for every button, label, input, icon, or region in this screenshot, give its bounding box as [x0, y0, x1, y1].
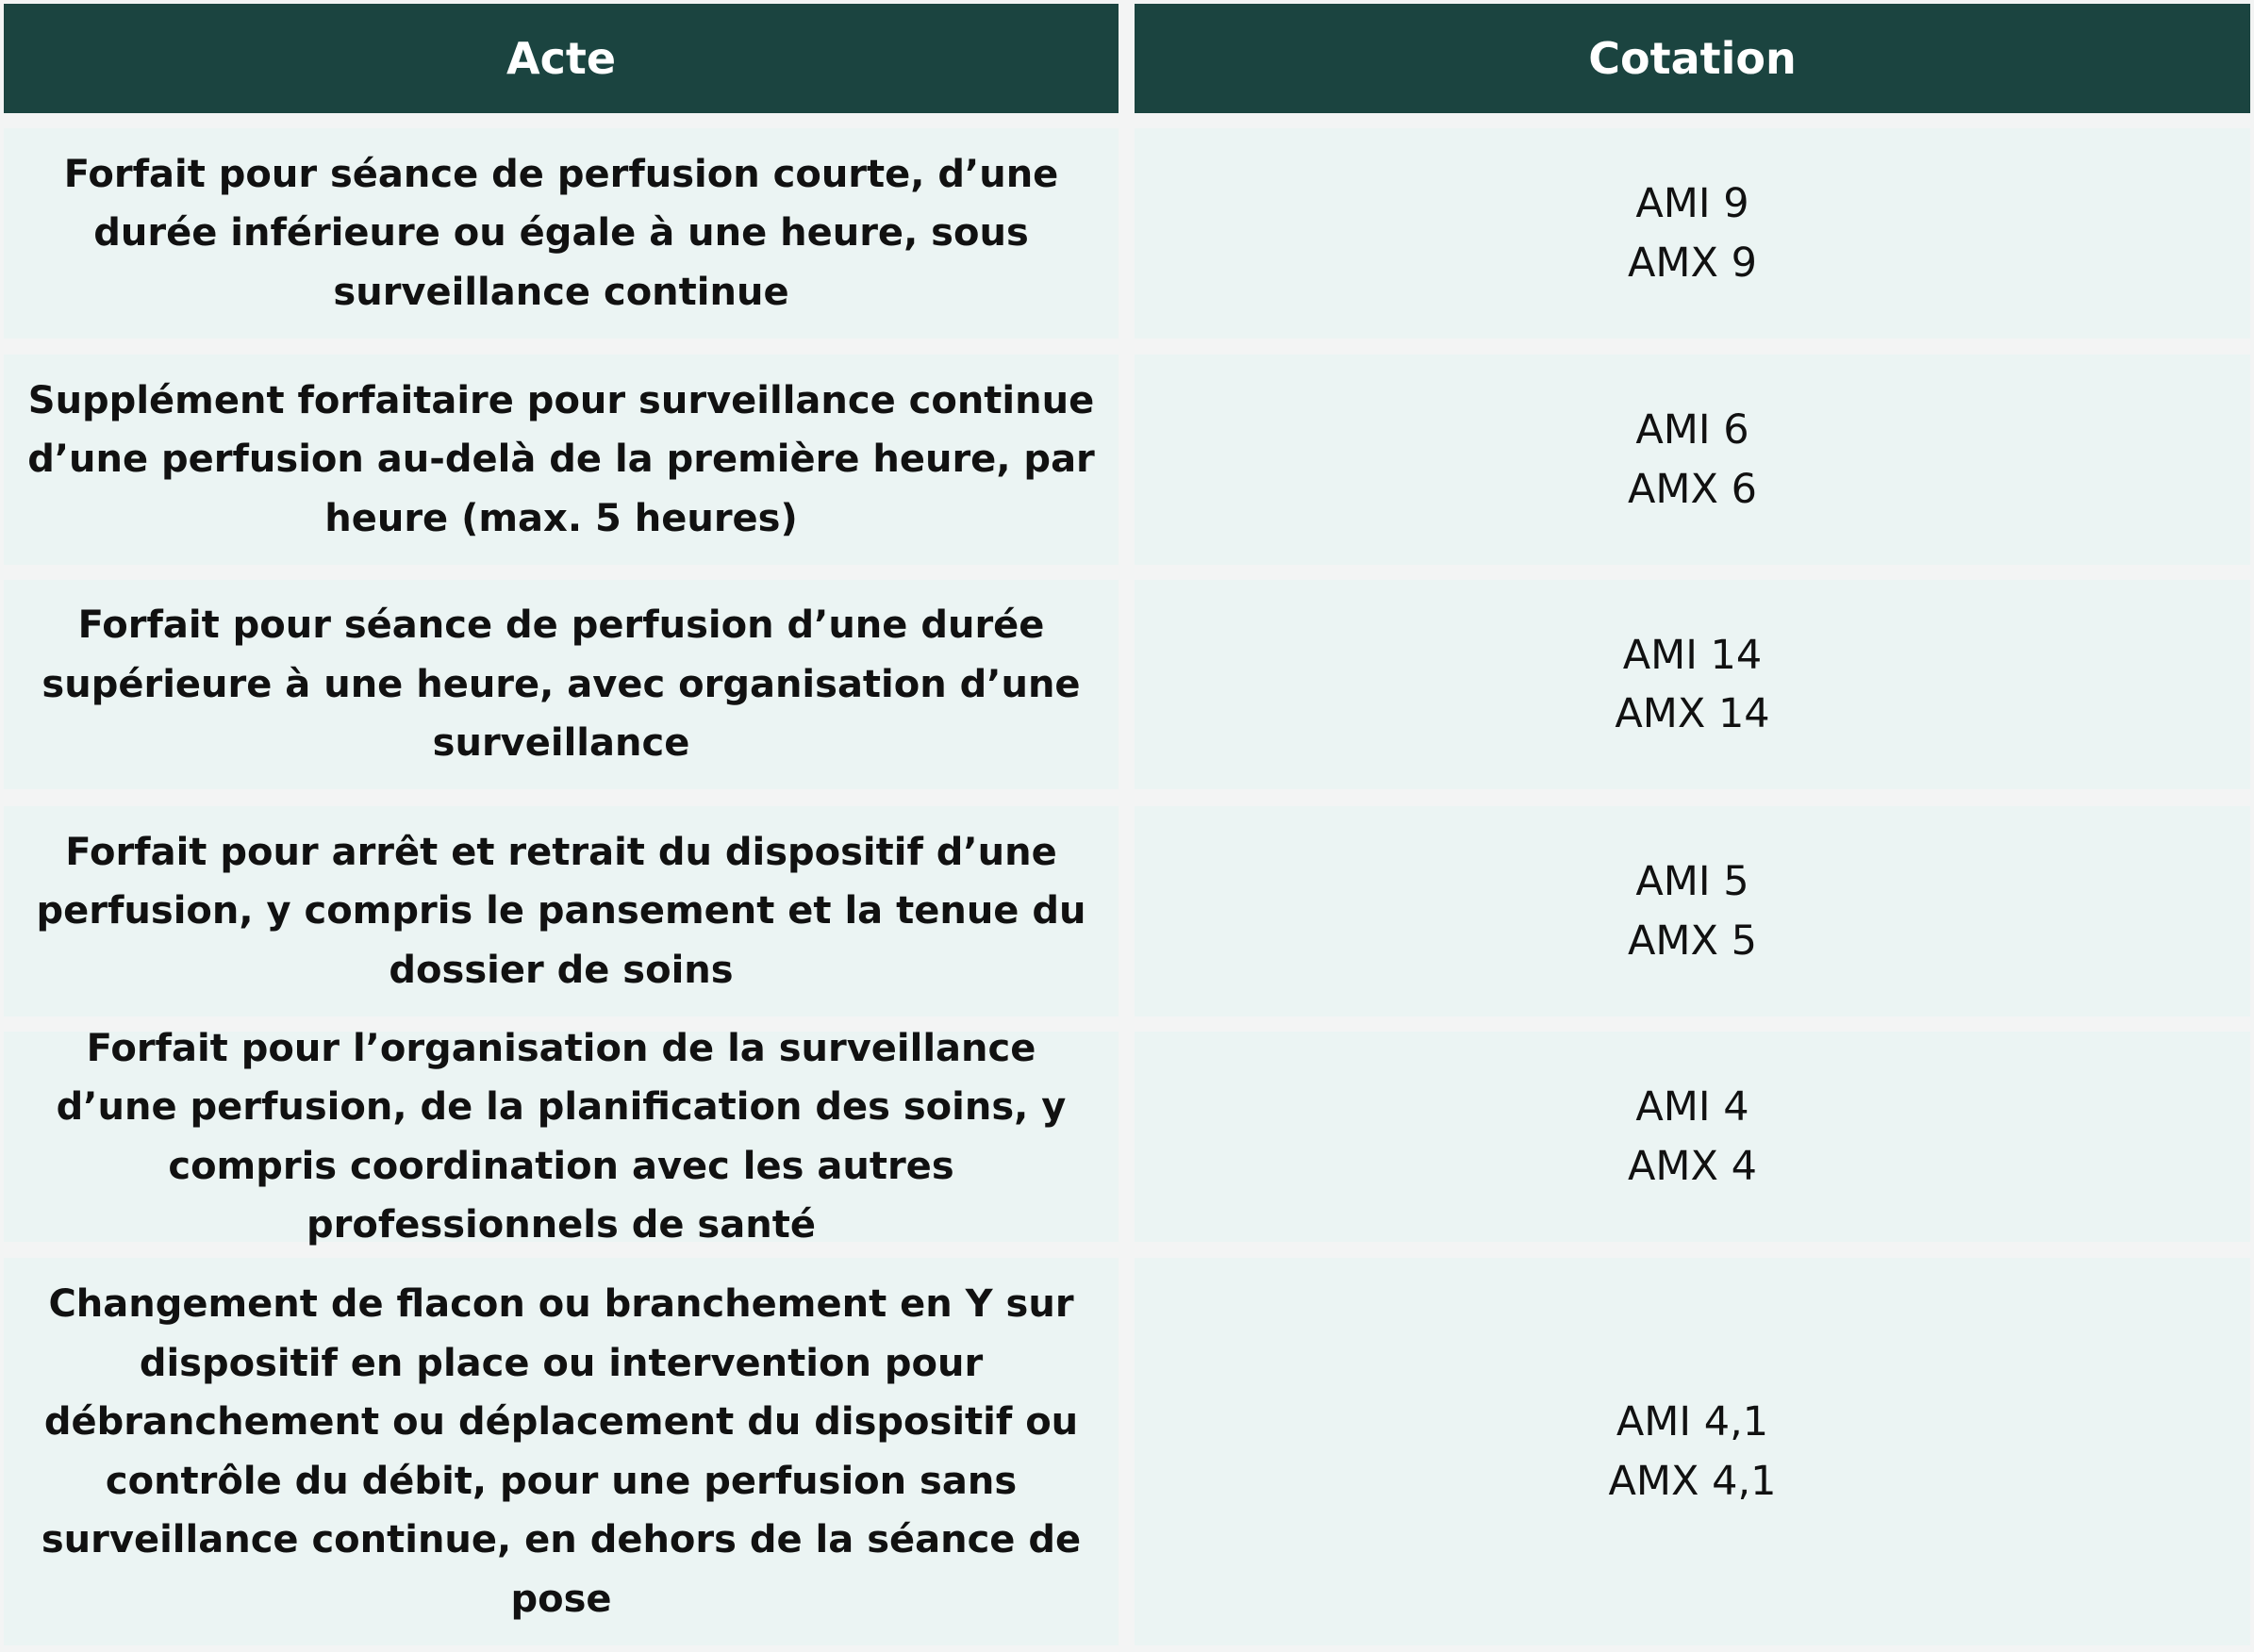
cotation-ami: AMI 6: [1635, 406, 1749, 454]
cotation-amx: AMX 4,1: [1608, 1457, 1777, 1505]
cotation-amx: AMX 9: [1628, 239, 1757, 287]
acte-text: Supplément forfaitaire pour surveillance continue d’une perfusion au-delà de la première heure, par heure (max. 5 heures): [27, 378, 1095, 540]
acte-text: Forfait pour arrêt et retrait du dispositif d’une perfusion, y compris le pansement et la tenue du dossier de soins: [36, 830, 1086, 992]
acte-text: Changement de flacon ou branchement en Y sur dispositif en place ou intervention pour débranchement ou déplacement du dispositif ou contrôle du débit, pour une perfusion sans surveillance continue, en dehors de la séance de pose: [41, 1282, 1082, 1621]
table-row-1-acte: [4, 128, 1119, 339]
acte-text: Forfait pour l’organisation de la surveillance d’une perfusion, de la planification des soins, y compris coordination avec les autres professionnels de santé: [56, 1026, 1067, 1247]
header-cotation-label: Cotation: [1588, 33, 1797, 84]
table-row-1-cotation: [1135, 128, 2250, 339]
cotation-ami: AMI 4,1: [1616, 1398, 1769, 1446]
acte-text: Forfait pour séance de perfusion courte, d’une durée inférieure ou égale à une heure, sous surveillance continue: [63, 152, 1059, 314]
cotation-amx: AMX 6: [1628, 465, 1757, 513]
cotation-ami: AMI 5: [1635, 858, 1749, 905]
table-row-5-acte: [4, 1026, 1119, 1247]
table-row-3-cotation: [1135, 580, 2250, 789]
cotation-amx: AMX 5: [1628, 917, 1757, 965]
header-acte-label: Acte: [505, 33, 617, 84]
table-row-6-acte: [4, 1258, 1119, 1645]
table-row-5-cotation: [1135, 1032, 2250, 1242]
acte-text: Forfait pour séance de perfusion d’une durée supérieure à une heure, avec organisation d’une surveillance: [41, 603, 1081, 766]
table-row-4-acte: [4, 806, 1119, 1016]
cotation-amx: AMX 4: [1628, 1142, 1757, 1190]
table-row-6-cotation: [1135, 1258, 2250, 1645]
cotation-ami: AMI 14: [1622, 631, 1763, 679]
header-acte: [4, 4, 1119, 113]
table-row-3-acte: [4, 580, 1119, 789]
table-row-2-cotation: [1135, 355, 2250, 565]
cotation-ami: AMI 4: [1635, 1083, 1749, 1131]
cotation-ami: AMI 9: [1635, 180, 1749, 227]
header-cotation: [1135, 4, 2250, 113]
table-row-2-acte: [4, 355, 1119, 565]
cotation-amx: AMX 14: [1615, 690, 1770, 737]
table-row-4-cotation: [1135, 806, 2250, 1016]
